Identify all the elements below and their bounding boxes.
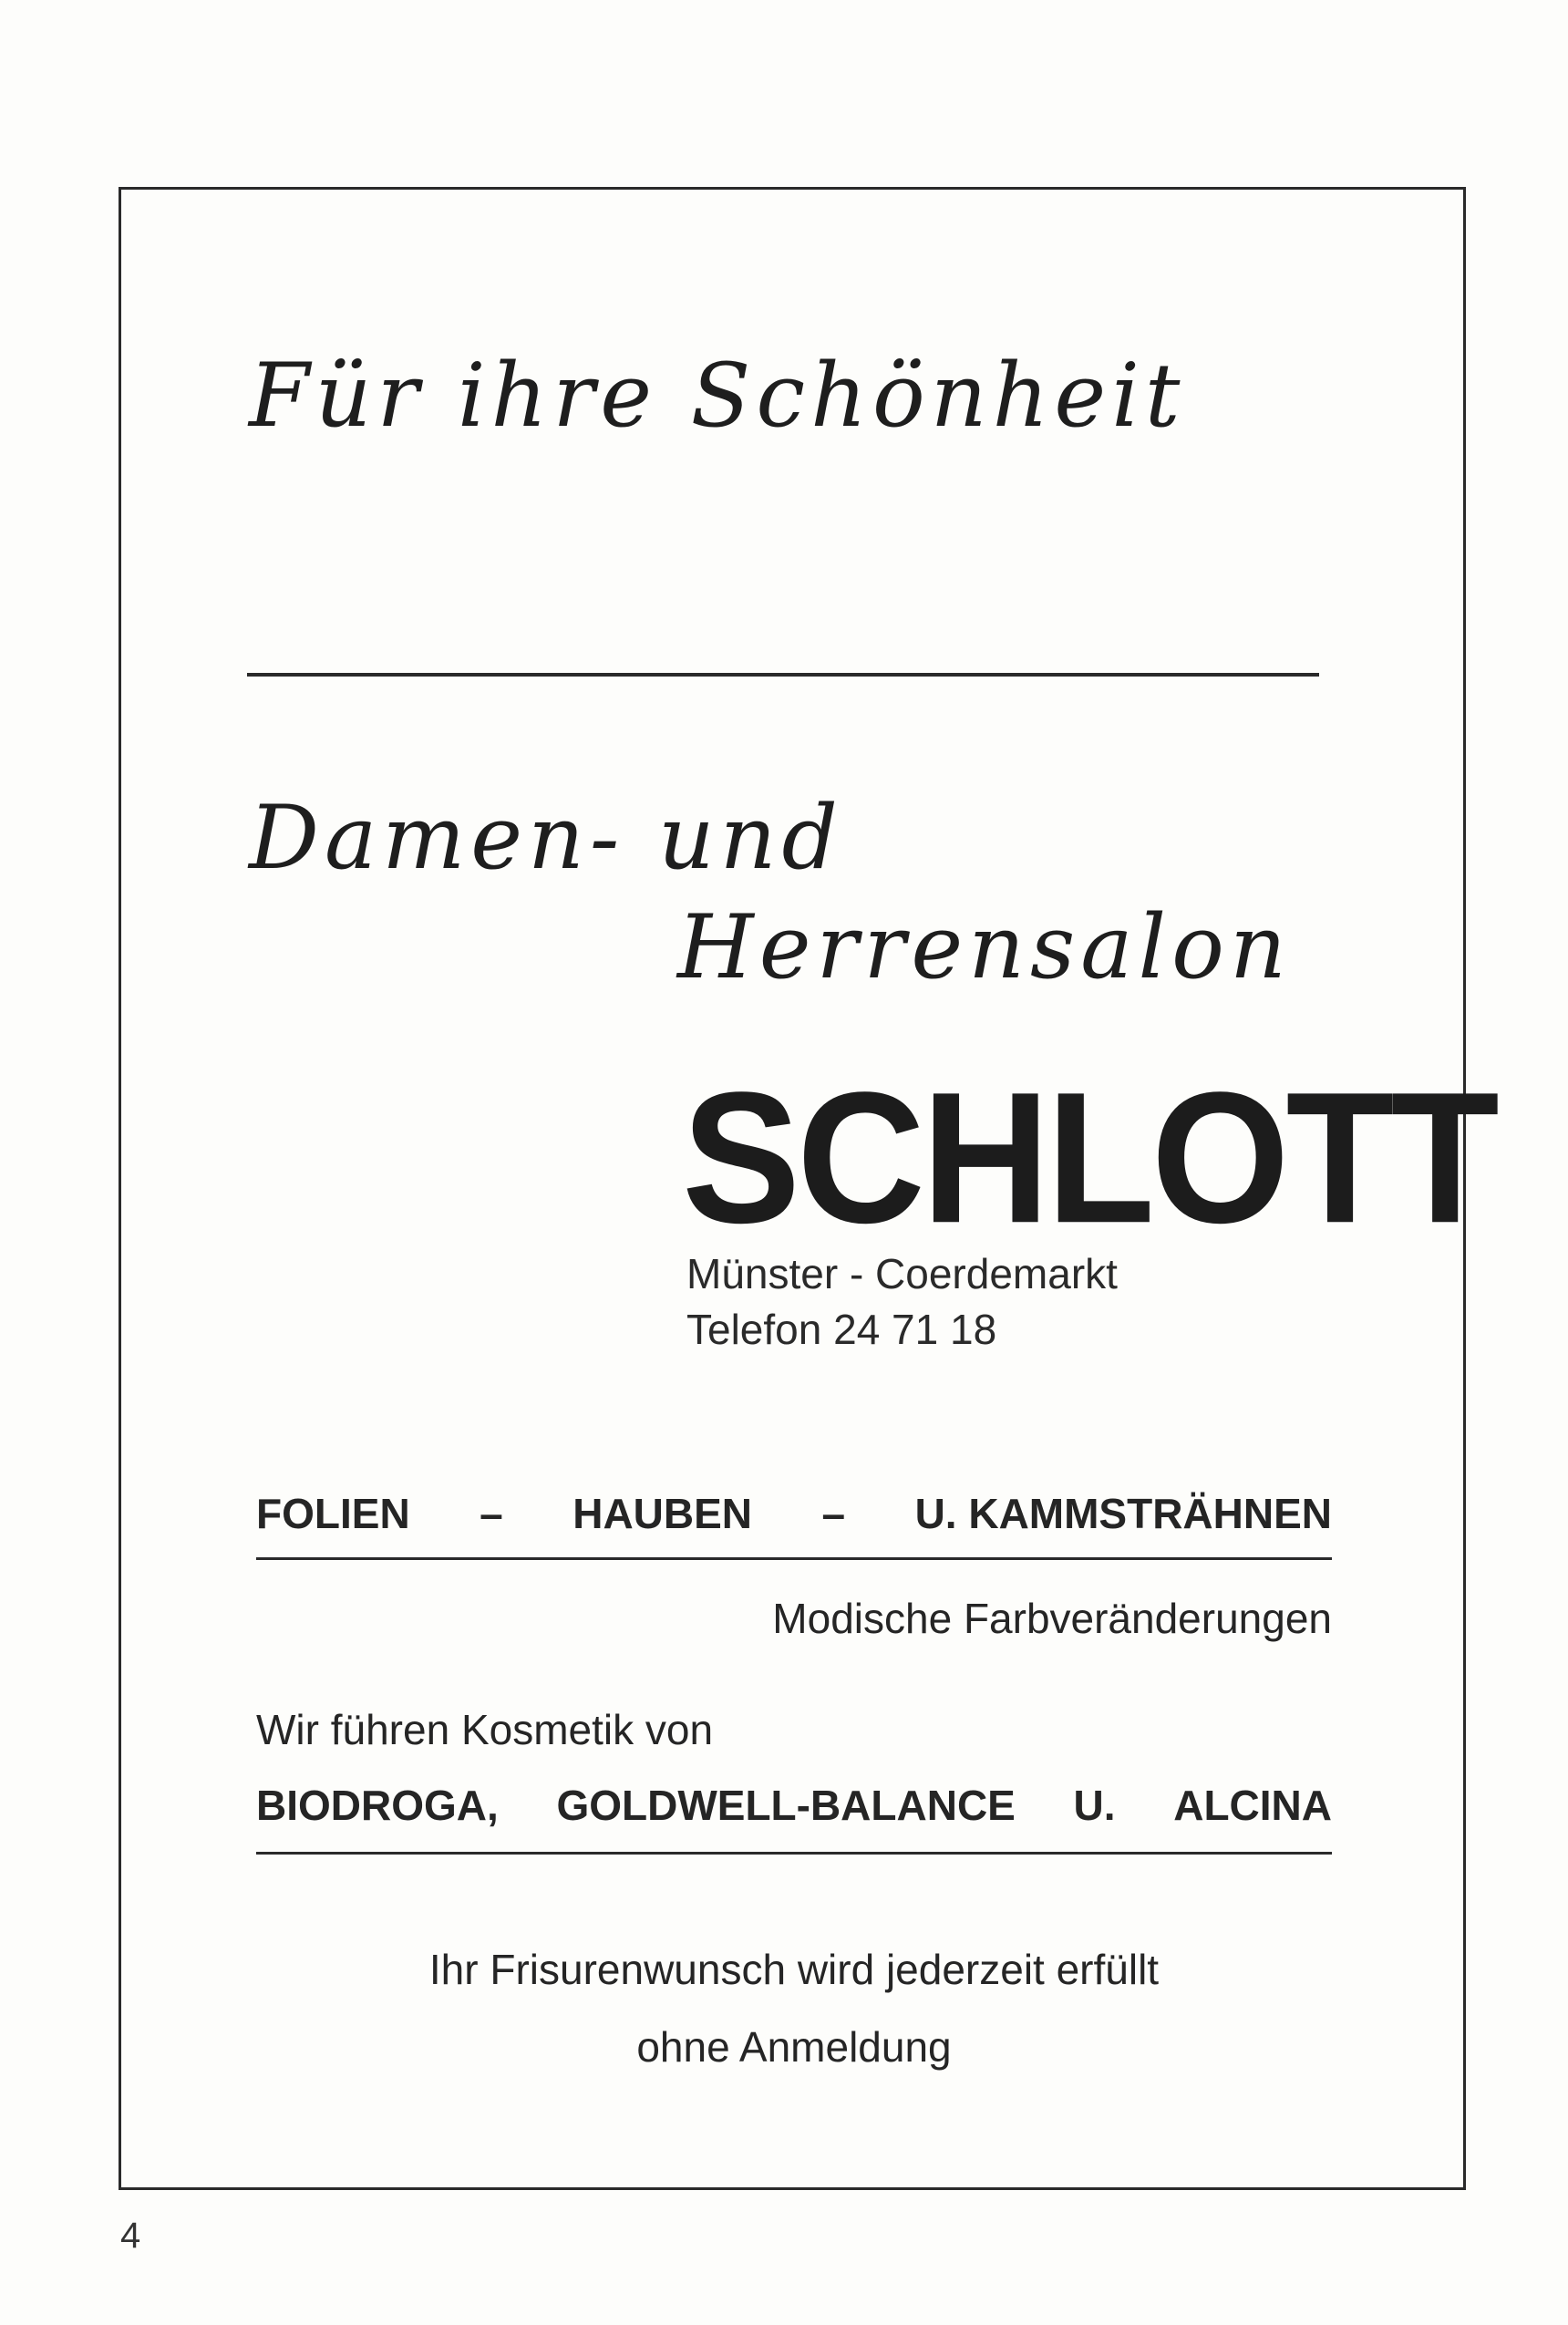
salon-address: Münster - Coerdemarkt — [686, 1250, 1118, 1297]
headline-script-line-2: Damen- und — [249, 787, 843, 889]
cosmetics-intro: Wir führen Kosmetik von — [256, 1706, 714, 1753]
service-item: U. KAMMSTRÄHNEN — [914, 1490, 1332, 1537]
services-note: Modische Farbveränderungen — [772, 1595, 1332, 1642]
advertisement-frame — [119, 187, 1496, 2190]
cosmetics-brand: ALCINA — [1173, 1782, 1332, 1829]
page-number: 4 — [120, 2216, 141, 2256]
cosmetics-brand: BIODROGA, — [256, 1782, 499, 1829]
services-list — [256, 1489, 1332, 1538]
service-separator: – — [821, 1490, 846, 1537]
salon-name: SCHLOTT — [682, 1053, 1496, 1263]
closing-line-1: Ihr Frisurenwunsch wird jederzeit erfüllt — [428, 1946, 1160, 1993]
cosmetics-divider — [256, 1852, 1332, 1855]
headline-divider — [247, 673, 1319, 677]
cosmetics-brand: U. — [1073, 1782, 1116, 1829]
salon-phone: Telefon 24 71 18 — [686, 1306, 997, 1353]
cosmetics-brand: GOLDWELL-BALANCE — [556, 1782, 1016, 1829]
services-divider — [256, 1557, 1332, 1560]
service-item: HAUBEN — [573, 1490, 753, 1537]
headline-script-line-1: Für ihre Schönheit — [249, 345, 1186, 447]
closing-line-2: ohne Anmeldung — [636, 2023, 952, 2071]
headline-script-line-3: Herrensalon — [677, 896, 1292, 998]
service-separator: – — [480, 1490, 503, 1537]
service-item: FOLIEN — [256, 1490, 410, 1537]
cosmetics-brands — [256, 1781, 1332, 1830]
